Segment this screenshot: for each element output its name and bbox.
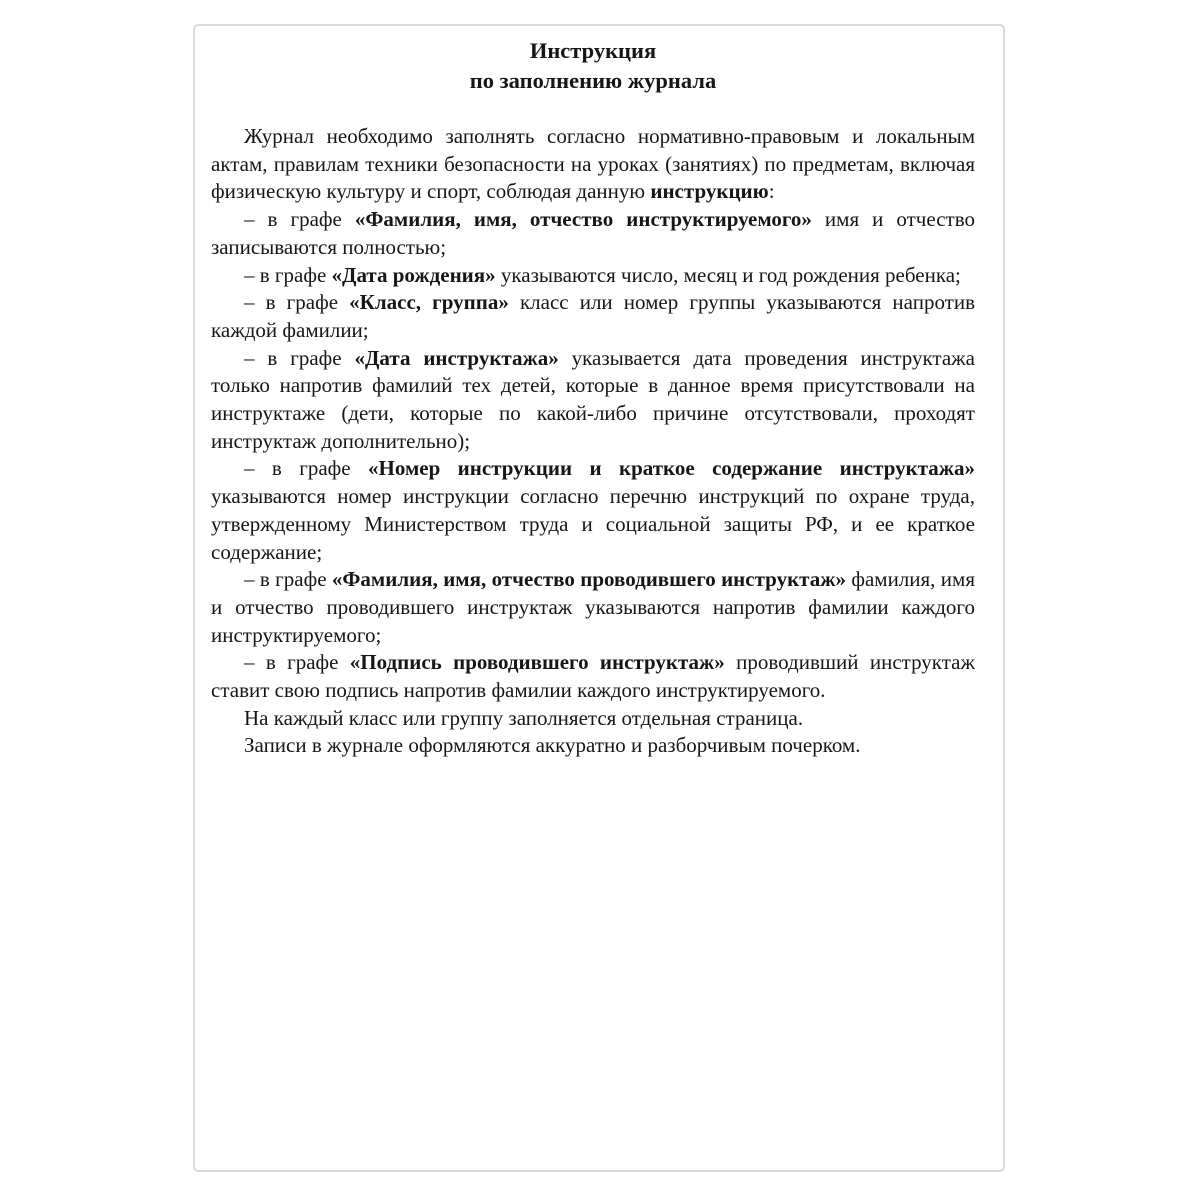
paragraph-text-run: имя и отчество записываются полностью;: [211, 207, 975, 259]
paragraph-text-run: :: [768, 179, 775, 204]
paragraph: [211, 649, 975, 704]
paragraph-bold-run: «Фамилия, имя, отчество проводившего инструктаж»: [331, 567, 846, 592]
paragraph-text-run: – в графе: [244, 207, 355, 232]
paragraph-bold-run: «Подпись проводившего инструктаж»: [349, 650, 725, 675]
paragraph-bold-run: «Дата рождения»: [331, 262, 496, 287]
paragraph-text-run: класс или номер группы указываются напротив каждой фамилии;: [211, 290, 976, 342]
paragraph: [211, 206, 975, 261]
paragraph-text-run: проводивший инструктаж ставит свою подпись напротив фамилии каждого инструктируемого.: [211, 650, 975, 703]
paragraph: [211, 732, 975, 760]
document-title-line1: Инструкция: [529, 38, 657, 63]
paragraph: [211, 262, 975, 290]
document-body: [211, 123, 975, 760]
paragraph-text-run: – в графе: [244, 262, 332, 287]
paragraph: [211, 566, 975, 649]
paragraph-text-run: Журнал необходимо заполнять согласно нормативно-правовым и локальным актам, правилам техники безопасности на уроках (занятиях) по предметам, включая физическую культуру и спорт, соблюдая данную: [211, 124, 975, 204]
paragraph-text-run: – в графе: [244, 567, 332, 592]
document-title: [211, 36, 975, 96]
paragraph-text-run: – в графе: [244, 290, 350, 315]
paragraph: [211, 123, 975, 206]
paragraph: [211, 289, 975, 344]
paragraph-text-run: указывается дата проведения инструктажа только напротив фамилий тех детей, которые в данное время присутствовали на инструктаже (дети, которые по какой-либо причине отсутствовали, проходят инструктаж дополнительно);: [211, 345, 976, 453]
paragraph-bold-run: инструкцию: [650, 179, 769, 204]
paragraph-text-run: – в графе: [244, 345, 355, 370]
paragraph-text-run: – в графе: [244, 650, 350, 675]
paragraph: [211, 345, 975, 456]
paragraph-text-run: фамилия, имя и отчество проводившего инструктаж указываются напротив фамилии каждого инструктируемого;: [211, 567, 975, 647]
paragraph-bold-run: «Класс, группа»: [349, 290, 509, 315]
document-sheet: [193, 24, 1005, 1172]
document-content: [195, 26, 1003, 760]
document-title-line2: по заполнению журнала: [469, 68, 717, 93]
paragraph-bold-run: «Номер инструкции и краткое содержание инструктажа»: [368, 456, 976, 481]
paragraph-text-run: указываются номер инструкции согласно перечню инструкций по охране труда, утвержденному Министерством труда и социальной защиты РФ, и ее краткое содержание;: [211, 484, 975, 564]
paragraph-text-run: На каждый класс или группу заполняется отдельная страница.: [244, 705, 804, 730]
paragraph-text-run: указываются число, месяц и год рождения ребенка;: [495, 262, 961, 287]
paragraph-bold-run: «Фамилия, имя, отчество инструктируемого»: [354, 207, 812, 232]
paragraph-text-run: Записи в журнале оформляются аккуратно и разборчивым почерком.: [244, 733, 861, 758]
paragraph-bold-run: «Дата инструктажа»: [354, 345, 559, 370]
paragraph: [211, 455, 975, 566]
paragraph-text-run: – в графе: [244, 456, 369, 481]
paragraph: [211, 705, 975, 733]
